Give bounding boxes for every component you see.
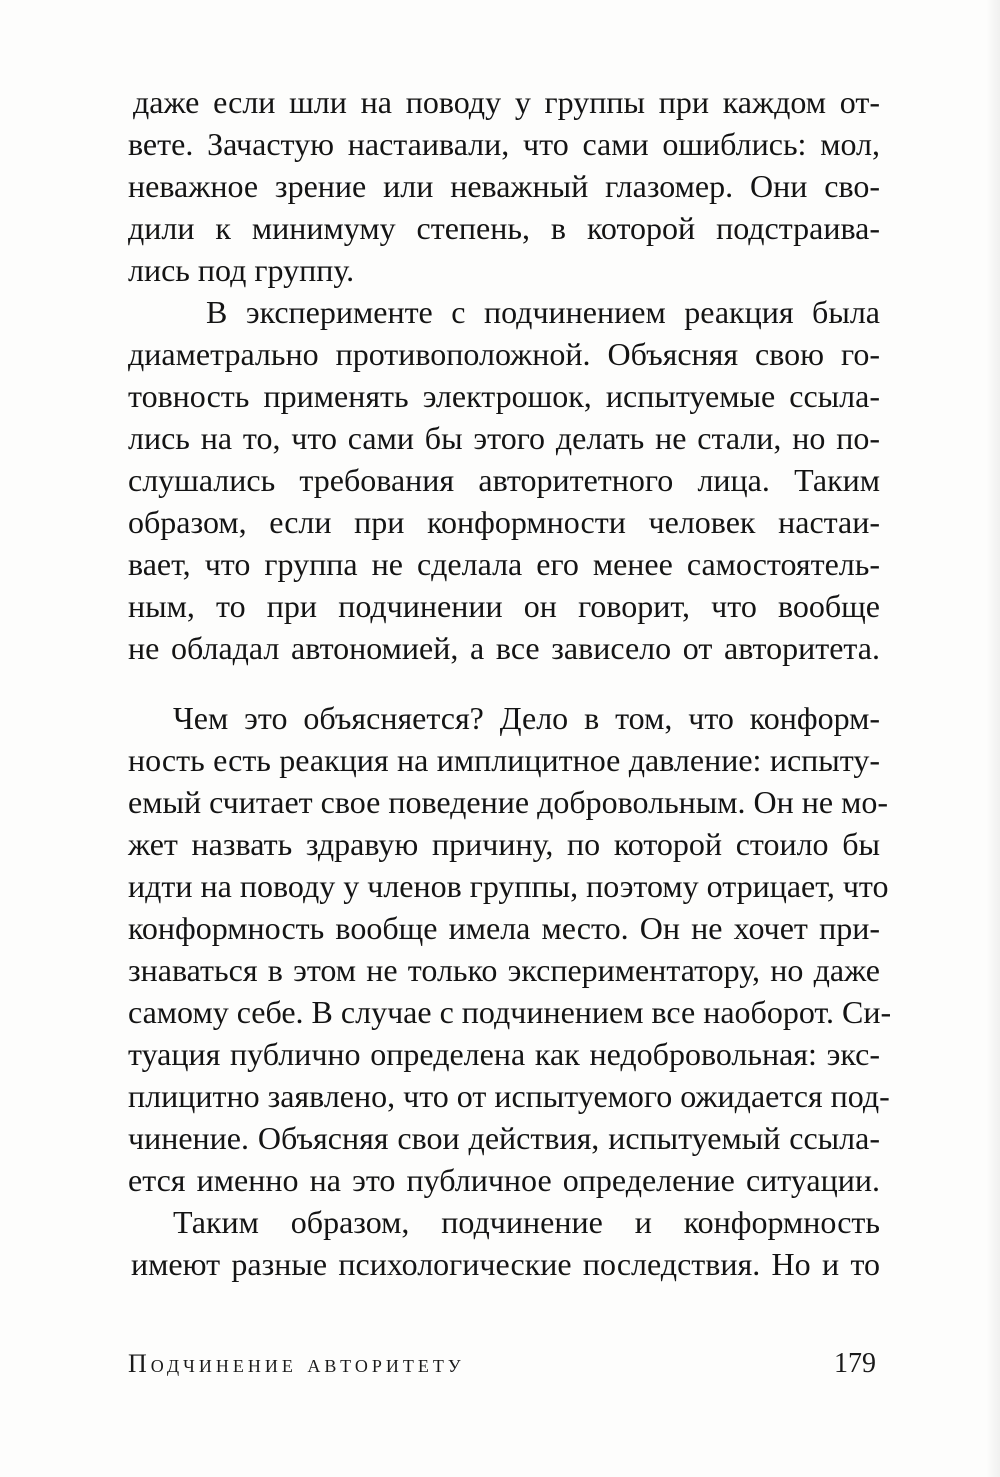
text-line: дили к минимуму степень, в которой подстраива- (128, 210, 880, 246)
text-line: вете. Зачастую настаивали, что сами ошиблись: мол, (128, 126, 880, 162)
page-edge-shadow (986, 0, 1000, 1477)
text-line: слушались требования авторитетного лица. Таким (128, 462, 880, 498)
text-line: лись на то, что сами бы этого делать не стали, но по- (128, 420, 880, 456)
text-line: Чем это объясняется? Дело в том, что конформ- (173, 700, 880, 736)
running-title: Подчинение авторитету (128, 1349, 465, 1378)
text-line: лись под группу. (128, 252, 355, 288)
text-line: идти на поводу у членов группы, поэтому отрицает, что (128, 868, 889, 904)
text-line: емый считает свое поведение добровольным. Он не мо- (128, 784, 889, 820)
text-line: конформность вообще имела место. Он не хочет при- (128, 910, 880, 946)
text-line: самому себе. В случае с подчинением все наоборот. Си- (128, 994, 892, 1030)
text-line: не обладал автономией, а все зависело от авторитета. (128, 630, 880, 666)
text-line: В эксперименте с подчинением реакция была (206, 294, 880, 330)
text-line: ется именно на это публичное определение ситуации. (128, 1162, 880, 1198)
text-line: чинение. Объясняя свои действия, испытуемый ссыла- (128, 1120, 880, 1156)
text-line: плицитно заявлено, что от испытуемого ожидается под- (128, 1078, 890, 1114)
text-line: туация публично определена как недобровольная: экс- (128, 1036, 880, 1072)
text-line: товность применять электрошок, испытуемые ссыла- (128, 378, 880, 414)
text-line: знаваться в этом не только экспериментатору, но даже (128, 952, 880, 988)
text-line: имеют разные психологические последствия. Но и то (131, 1246, 880, 1282)
page-number: 179 (834, 1348, 876, 1379)
text-line: вает, что группа не сделала его менее самостоятель- (128, 546, 880, 582)
text-line: жет назвать здравую причину, по которой стоило бы (128, 826, 880, 862)
text-line: неважное зрение или неважный глазомер. Они сво- (128, 168, 880, 204)
text-line: Таким образом, подчинение и конформность (173, 1204, 880, 1240)
text-line: диаметрально противоположной. Объясняя свою го- (128, 336, 880, 372)
text-line: образом, если при конформности человек настаи- (128, 504, 880, 540)
text-line: ным, то при подчинении он говорит, что вообще (128, 588, 880, 624)
text-line: даже если шли на поводу у группы при каждом от- (133, 84, 880, 120)
text-line: ность есть реакция на имплицитное давление: испыту- (128, 742, 880, 778)
